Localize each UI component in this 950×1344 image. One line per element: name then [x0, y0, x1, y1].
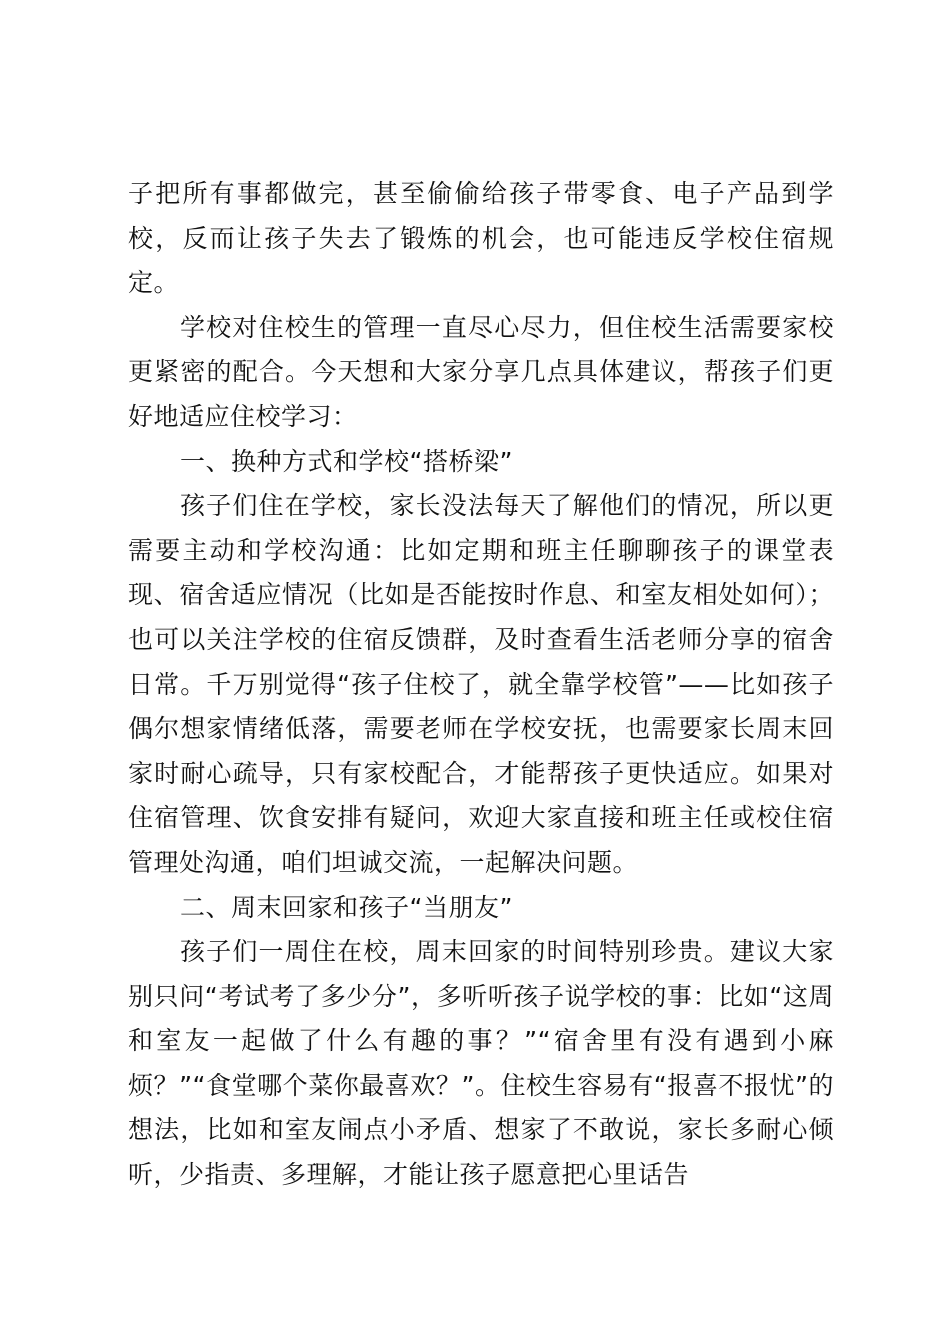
section-heading-1: 一、换种方式和学校“搭桥梁” [180, 446, 513, 476]
section-heading-2: 二、周末回家和孩子“当朋友” [180, 892, 513, 922]
paragraph-section-1: 孩子们住在学校，家长没法每天了解他们的情况，所以更需要主动和学校沟通：比如定期和班主任聊聊孩子的课堂表现、宿舍适应情况（比如是否能按时作息、和室友相处如何）；也可以关注学校的住宿反馈群，及时查看生活老师分享的宿舍日常。千万别觉得“孩子住校了，就全靠学校管”——比如孩子偶尔想家情绪低落，需要老师在学校安抚，也需要家长周末回家时耐心疏导，只有家校配合，才能帮孩子更快适应。如果对住宿管理、饮食安排有疑问，欢迎大家直接和班主任或校住宿管理处沟通，咱们坦诚交流，一起解决问题。 [128, 491, 834, 877]
paragraph-continuation: 子把所有事都做完，甚至偷偷给孩子带零食、电子产品到学校，反而让孩子失去了锻炼的机会，也可能违反学校住宿规定。 [128, 179, 834, 298]
paragraph-intro: 学校对住校生的管理一直尽心尽力，但住校生活需要家校更紧密的配合。今天想和大家分享几点具体建议，帮孩子们更好地适应住校学习： [128, 312, 834, 431]
paragraph-section-2: 孩子们一周住在校，周末回家的时间特别珍贵。建议大家别只问“考试考了多少分”，多听听孩子说学校的事：比如“这周和室友一起做了什么有趣的事？”“宿舍里有没有遇到小麻烦？”“食堂哪个菜你最喜欢？”。住校生容易有“报喜不报忧”的想法，比如和室友闹点小矛盾、想家了不敢说，家长多耐心倾听，少指责、多理解，才能让孩子愿意把心里话告 [128, 937, 834, 1190]
document-body [128, 172, 834, 1198]
